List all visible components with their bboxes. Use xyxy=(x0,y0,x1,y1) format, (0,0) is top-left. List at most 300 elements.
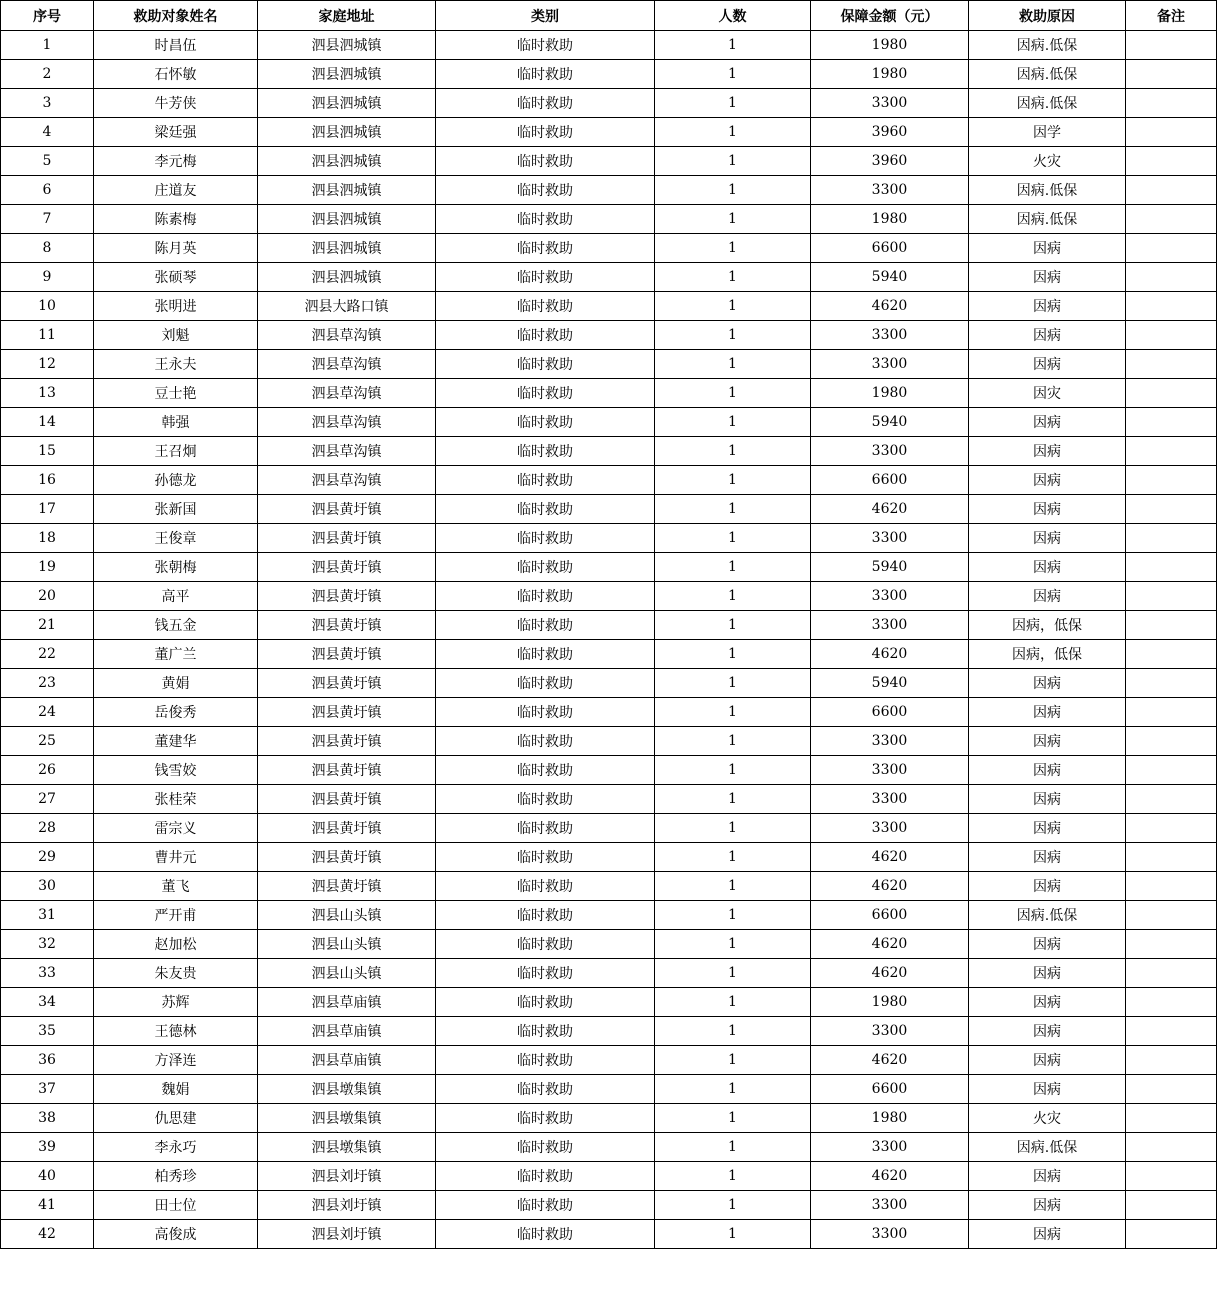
cell-headcount: 1 xyxy=(655,727,811,756)
cell-headcount: 1 xyxy=(655,321,811,350)
cell-recipient-name: 孙德龙 xyxy=(94,466,258,495)
cell-home-address: 泗县墩集镇 xyxy=(258,1075,436,1104)
cell-recipient-name: 田士位 xyxy=(94,1191,258,1220)
cell-home-address: 泗县泗城镇 xyxy=(258,60,436,89)
cell-amount: 3300 xyxy=(811,611,969,640)
cell-index: 16 xyxy=(1,466,94,495)
cell-reason: 因病 xyxy=(969,553,1126,582)
table-row xyxy=(1,930,1217,959)
cell-amount: 1980 xyxy=(811,1104,969,1133)
cell-amount: 4620 xyxy=(811,640,969,669)
cell-category: 临时救助 xyxy=(436,959,655,988)
table-row xyxy=(1,205,1217,234)
cell-reason: 因病 xyxy=(969,756,1126,785)
cell-amount: 4620 xyxy=(811,872,969,901)
cell-recipient-name: 董广兰 xyxy=(94,640,258,669)
cell-headcount: 1 xyxy=(655,553,811,582)
cell-home-address: 泗县山头镇 xyxy=(258,930,436,959)
cell-reason: 因病 xyxy=(969,785,1126,814)
cell-amount: 6600 xyxy=(811,901,969,930)
cell-category: 临时救助 xyxy=(436,1191,655,1220)
cell-category: 临时救助 xyxy=(436,611,655,640)
cell-recipient-name: 陈月英 xyxy=(94,234,258,263)
cell-index: 3 xyxy=(1,89,94,118)
cell-recipient-name: 王俊章 xyxy=(94,524,258,553)
cell-home-address: 泗县草沟镇 xyxy=(258,408,436,437)
cell-recipient-name: 钱雪姣 xyxy=(94,756,258,785)
cell-reason: 因病 xyxy=(969,814,1126,843)
table-row xyxy=(1,234,1217,263)
cell-remarks xyxy=(1126,669,1217,698)
table-row xyxy=(1,1162,1217,1191)
cell-home-address: 泗县山头镇 xyxy=(258,901,436,930)
cell-reason: 因病 xyxy=(969,843,1126,872)
cell-recipient-name: 韩强 xyxy=(94,408,258,437)
cell-remarks xyxy=(1126,640,1217,669)
cell-headcount: 1 xyxy=(655,669,811,698)
cell-recipient-name: 严开甫 xyxy=(94,901,258,930)
table-row xyxy=(1,988,1217,1017)
cell-remarks xyxy=(1126,1104,1217,1133)
cell-category: 临时救助 xyxy=(436,930,655,959)
cell-amount: 4620 xyxy=(811,930,969,959)
cell-index: 41 xyxy=(1,1191,94,1220)
cell-headcount: 1 xyxy=(655,959,811,988)
cell-category: 临时救助 xyxy=(436,176,655,205)
table-row xyxy=(1,640,1217,669)
cell-headcount: 1 xyxy=(655,611,811,640)
cell-recipient-name: 张硕琴 xyxy=(94,263,258,292)
table-row xyxy=(1,495,1217,524)
cell-headcount: 1 xyxy=(655,495,811,524)
cell-amount: 6600 xyxy=(811,466,969,495)
cell-remarks xyxy=(1126,263,1217,292)
cell-recipient-name: 钱五金 xyxy=(94,611,258,640)
cell-amount: 6600 xyxy=(811,234,969,263)
cell-headcount: 1 xyxy=(655,1104,811,1133)
cell-reason: 火灾 xyxy=(969,147,1126,176)
cell-reason: 因病 xyxy=(969,727,1126,756)
cell-recipient-name: 仇思建 xyxy=(94,1104,258,1133)
cell-headcount: 1 xyxy=(655,756,811,785)
cell-reason: 因病 xyxy=(969,321,1126,350)
cell-home-address: 泗县草沟镇 xyxy=(258,437,436,466)
cell-headcount: 1 xyxy=(655,930,811,959)
cell-home-address: 泗县黄圩镇 xyxy=(258,756,436,785)
cell-amount: 4620 xyxy=(811,1046,969,1075)
cell-category: 临时救助 xyxy=(436,1046,655,1075)
cell-remarks xyxy=(1126,553,1217,582)
cell-amount: 3300 xyxy=(811,524,969,553)
cell-headcount: 1 xyxy=(655,147,811,176)
cell-remarks xyxy=(1126,785,1217,814)
cell-index: 33 xyxy=(1,959,94,988)
table-row xyxy=(1,437,1217,466)
cell-index: 38 xyxy=(1,1104,94,1133)
header-reason: 救助原因 xyxy=(969,1,1126,31)
cell-index: 22 xyxy=(1,640,94,669)
header-row xyxy=(1,1,1217,31)
cell-recipient-name: 苏辉 xyxy=(94,988,258,1017)
cell-home-address: 泗县黄圩镇 xyxy=(258,611,436,640)
cell-home-address: 泗县草庙镇 xyxy=(258,1046,436,1075)
table-row xyxy=(1,1017,1217,1046)
cell-index: 42 xyxy=(1,1220,94,1249)
cell-amount: 1980 xyxy=(811,379,969,408)
cell-home-address: 泗县黄圩镇 xyxy=(258,582,436,611)
cell-amount: 3300 xyxy=(811,1017,969,1046)
cell-home-address: 泗县草沟镇 xyxy=(258,321,436,350)
cell-recipient-name: 方泽连 xyxy=(94,1046,258,1075)
cell-amount: 5940 xyxy=(811,263,969,292)
cell-reason: 因学 xyxy=(969,118,1126,147)
cell-index: 27 xyxy=(1,785,94,814)
cell-remarks xyxy=(1126,147,1217,176)
cell-index: 13 xyxy=(1,379,94,408)
cell-category: 临时救助 xyxy=(436,727,655,756)
cell-index: 36 xyxy=(1,1046,94,1075)
header-recipient-name: 救助对象姓名 xyxy=(94,1,258,31)
cell-home-address: 泗县黄圩镇 xyxy=(258,524,436,553)
cell-category: 临时救助 xyxy=(436,89,655,118)
cell-index: 10 xyxy=(1,292,94,321)
table-row xyxy=(1,901,1217,930)
cell-home-address: 泗县泗城镇 xyxy=(258,89,436,118)
cell-category: 临时救助 xyxy=(436,350,655,379)
cell-amount: 3300 xyxy=(811,814,969,843)
table-row xyxy=(1,466,1217,495)
cell-index: 26 xyxy=(1,756,94,785)
cell-category: 临时救助 xyxy=(436,1162,655,1191)
cell-remarks xyxy=(1126,118,1217,147)
cell-home-address: 泗县黄圩镇 xyxy=(258,698,436,727)
table-row xyxy=(1,1220,1217,1249)
cell-headcount: 1 xyxy=(655,1075,811,1104)
cell-recipient-name: 岳俊秀 xyxy=(94,698,258,727)
cell-headcount: 1 xyxy=(655,843,811,872)
cell-recipient-name: 豆士艳 xyxy=(94,379,258,408)
cell-headcount: 1 xyxy=(655,350,811,379)
cell-category: 临时救助 xyxy=(436,988,655,1017)
cell-remarks xyxy=(1126,31,1217,60)
cell-index: 35 xyxy=(1,1017,94,1046)
cell-remarks xyxy=(1126,930,1217,959)
cell-home-address: 泗县黄圩镇 xyxy=(258,495,436,524)
table-row xyxy=(1,1075,1217,1104)
table-row xyxy=(1,756,1217,785)
table-row xyxy=(1,785,1217,814)
cell-remarks xyxy=(1126,814,1217,843)
cell-index: 25 xyxy=(1,727,94,756)
cell-category: 临时救助 xyxy=(436,495,655,524)
cell-headcount: 1 xyxy=(655,1191,811,1220)
cell-category: 临时救助 xyxy=(436,785,655,814)
cell-reason: 因病 xyxy=(969,292,1126,321)
cell-remarks xyxy=(1126,1133,1217,1162)
cell-headcount: 1 xyxy=(655,176,811,205)
cell-remarks xyxy=(1126,1075,1217,1104)
cell-home-address: 泗县刘圩镇 xyxy=(258,1191,436,1220)
cell-index: 37 xyxy=(1,1075,94,1104)
cell-recipient-name: 黄娟 xyxy=(94,669,258,698)
cell-recipient-name: 梁廷强 xyxy=(94,118,258,147)
cell-remarks xyxy=(1126,698,1217,727)
cell-amount: 3300 xyxy=(811,727,969,756)
cell-category: 临时救助 xyxy=(436,1133,655,1162)
cell-remarks xyxy=(1126,727,1217,756)
cell-category: 临时救助 xyxy=(436,147,655,176)
cell-reason: 因病 xyxy=(969,408,1126,437)
cell-amount: 5940 xyxy=(811,553,969,582)
cell-category: 临时救助 xyxy=(436,843,655,872)
cell-category: 临时救助 xyxy=(436,524,655,553)
cell-recipient-name: 张明进 xyxy=(94,292,258,321)
cell-category: 临时救助 xyxy=(436,408,655,437)
cell-reason: 因病.低保 xyxy=(969,89,1126,118)
cell-category: 临时救助 xyxy=(436,60,655,89)
cell-headcount: 1 xyxy=(655,31,811,60)
cell-home-address: 泗县泗城镇 xyxy=(258,234,436,263)
cell-remarks xyxy=(1126,205,1217,234)
table-row xyxy=(1,350,1217,379)
table-row xyxy=(1,263,1217,292)
header-category: 类别 xyxy=(436,1,655,31)
cell-index: 18 xyxy=(1,524,94,553)
cell-home-address: 泗县黄圩镇 xyxy=(258,785,436,814)
table-row xyxy=(1,1133,1217,1162)
cell-index: 23 xyxy=(1,669,94,698)
cell-index: 9 xyxy=(1,263,94,292)
cell-remarks xyxy=(1126,1191,1217,1220)
cell-reason: 因病.低保 xyxy=(969,60,1126,89)
cell-remarks xyxy=(1126,89,1217,118)
cell-recipient-name: 雷宗义 xyxy=(94,814,258,843)
cell-remarks xyxy=(1126,901,1217,930)
table-row xyxy=(1,727,1217,756)
cell-category: 临时救助 xyxy=(436,234,655,263)
cell-headcount: 1 xyxy=(655,901,811,930)
cell-remarks xyxy=(1126,350,1217,379)
cell-index: 39 xyxy=(1,1133,94,1162)
cell-headcount: 1 xyxy=(655,785,811,814)
cell-home-address: 泗县黄圩镇 xyxy=(258,814,436,843)
cell-category: 临时救助 xyxy=(436,205,655,234)
cell-reason: 因病.低保 xyxy=(969,205,1126,234)
cell-remarks xyxy=(1126,176,1217,205)
cell-headcount: 1 xyxy=(655,205,811,234)
cell-amount: 3300 xyxy=(811,785,969,814)
cell-recipient-name: 陈素梅 xyxy=(94,205,258,234)
cell-amount: 1980 xyxy=(811,31,969,60)
cell-amount: 1980 xyxy=(811,205,969,234)
cell-home-address: 泗县泗城镇 xyxy=(258,118,436,147)
cell-headcount: 1 xyxy=(655,1046,811,1075)
cell-reason: 因灾 xyxy=(969,379,1126,408)
cell-reason: 因病 xyxy=(969,582,1126,611)
cell-home-address: 泗县黄圩镇 xyxy=(258,553,436,582)
cell-amount: 3300 xyxy=(811,437,969,466)
cell-category: 临时救助 xyxy=(436,118,655,147)
cell-home-address: 泗县泗城镇 xyxy=(258,176,436,205)
cell-headcount: 1 xyxy=(655,379,811,408)
cell-home-address: 泗县草沟镇 xyxy=(258,466,436,495)
cell-index: 11 xyxy=(1,321,94,350)
cell-reason: 因病，低保 xyxy=(969,611,1126,640)
cell-home-address: 泗县草沟镇 xyxy=(258,379,436,408)
cell-headcount: 1 xyxy=(655,60,811,89)
cell-headcount: 1 xyxy=(655,408,811,437)
cell-index: 17 xyxy=(1,495,94,524)
cell-home-address: 泗县黄圩镇 xyxy=(258,640,436,669)
cell-headcount: 1 xyxy=(655,1017,811,1046)
table-row xyxy=(1,698,1217,727)
table-row xyxy=(1,524,1217,553)
cell-remarks xyxy=(1126,379,1217,408)
cell-category: 临时救助 xyxy=(436,379,655,408)
table-row xyxy=(1,814,1217,843)
cell-home-address: 泗县大路口镇 xyxy=(258,292,436,321)
table-row xyxy=(1,959,1217,988)
cell-category: 临时救助 xyxy=(436,31,655,60)
table-row xyxy=(1,611,1217,640)
cell-index: 20 xyxy=(1,582,94,611)
table-row xyxy=(1,292,1217,321)
cell-home-address: 泗县墩集镇 xyxy=(258,1104,436,1133)
cell-index: 6 xyxy=(1,176,94,205)
cell-home-address: 泗县泗城镇 xyxy=(258,205,436,234)
cell-amount: 3300 xyxy=(811,1191,969,1220)
cell-recipient-name: 张桂荣 xyxy=(94,785,258,814)
cell-headcount: 1 xyxy=(655,118,811,147)
cell-home-address: 泗县泗城镇 xyxy=(258,263,436,292)
cell-index: 19 xyxy=(1,553,94,582)
cell-home-address: 泗县刘圩镇 xyxy=(258,1220,436,1249)
cell-amount: 1980 xyxy=(811,60,969,89)
cell-category: 临时救助 xyxy=(436,553,655,582)
cell-reason: 因病 xyxy=(969,872,1126,901)
cell-recipient-name: 李永巧 xyxy=(94,1133,258,1162)
table-row xyxy=(1,60,1217,89)
cell-home-address: 泗县山头镇 xyxy=(258,959,436,988)
cell-remarks xyxy=(1126,872,1217,901)
cell-category: 临时救助 xyxy=(436,1017,655,1046)
cell-recipient-name: 魏娟 xyxy=(94,1075,258,1104)
table-row xyxy=(1,379,1217,408)
cell-recipient-name: 张新国 xyxy=(94,495,258,524)
table-row xyxy=(1,147,1217,176)
cell-recipient-name: 王召炯 xyxy=(94,437,258,466)
cell-reason: 因病 xyxy=(969,234,1126,263)
cell-reason: 因病 xyxy=(969,1162,1126,1191)
cell-home-address: 泗县泗城镇 xyxy=(258,31,436,60)
cell-index: 21 xyxy=(1,611,94,640)
header-index: 序号 xyxy=(1,1,94,31)
cell-remarks xyxy=(1126,292,1217,321)
cell-index: 29 xyxy=(1,843,94,872)
table-row xyxy=(1,118,1217,147)
cell-recipient-name: 时昌伍 xyxy=(94,31,258,60)
cell-headcount: 1 xyxy=(655,814,811,843)
cell-amount: 4620 xyxy=(811,959,969,988)
cell-reason: 因病 xyxy=(969,1220,1126,1249)
cell-category: 临时救助 xyxy=(436,669,655,698)
cell-category: 临时救助 xyxy=(436,582,655,611)
cell-category: 临时救助 xyxy=(436,872,655,901)
cell-remarks xyxy=(1126,1046,1217,1075)
cell-reason: 因病 xyxy=(969,263,1126,292)
cell-home-address: 泗县黄圩镇 xyxy=(258,669,436,698)
cell-category: 临时救助 xyxy=(436,698,655,727)
cell-reason: 因病.低保 xyxy=(969,901,1126,930)
cell-headcount: 1 xyxy=(655,234,811,263)
cell-amount: 3960 xyxy=(811,147,969,176)
cell-headcount: 1 xyxy=(655,524,811,553)
header-headcount: 人数 xyxy=(655,1,811,31)
cell-recipient-name: 王永夫 xyxy=(94,350,258,379)
cell-recipient-name: 牛芳侠 xyxy=(94,89,258,118)
cell-amount: 6600 xyxy=(811,698,969,727)
cell-category: 临时救助 xyxy=(436,1075,655,1104)
cell-amount: 6600 xyxy=(811,1075,969,1104)
cell-recipient-name: 董建华 xyxy=(94,727,258,756)
cell-headcount: 1 xyxy=(655,1220,811,1249)
table-row xyxy=(1,872,1217,901)
cell-reason: 因病 xyxy=(969,930,1126,959)
cell-amount: 3300 xyxy=(811,89,969,118)
cell-category: 临时救助 xyxy=(436,1220,655,1249)
cell-home-address: 泗县黄圩镇 xyxy=(258,727,436,756)
cell-index: 32 xyxy=(1,930,94,959)
cell-category: 临时救助 xyxy=(436,640,655,669)
cell-recipient-name: 曹井元 xyxy=(94,843,258,872)
cell-reason: 因病 xyxy=(969,466,1126,495)
cell-remarks xyxy=(1126,959,1217,988)
cell-reason: 因病 xyxy=(969,1191,1126,1220)
cell-index: 40 xyxy=(1,1162,94,1191)
cell-recipient-name: 刘魁 xyxy=(94,321,258,350)
cell-reason: 因病 xyxy=(969,988,1126,1017)
cell-headcount: 1 xyxy=(655,640,811,669)
cell-remarks xyxy=(1126,524,1217,553)
cell-remarks xyxy=(1126,756,1217,785)
cell-headcount: 1 xyxy=(655,89,811,118)
cell-amount: 3300 xyxy=(811,756,969,785)
cell-amount: 4620 xyxy=(811,495,969,524)
cell-headcount: 1 xyxy=(655,292,811,321)
table-row xyxy=(1,1191,1217,1220)
cell-category: 临时救助 xyxy=(436,1104,655,1133)
cell-index: 28 xyxy=(1,814,94,843)
cell-remarks xyxy=(1126,582,1217,611)
cell-home-address: 泗县墩集镇 xyxy=(258,1133,436,1162)
cell-headcount: 1 xyxy=(655,872,811,901)
cell-recipient-name: 董飞 xyxy=(94,872,258,901)
header-amount: 保障金额（元） xyxy=(811,1,969,31)
cell-reason: 因病.低保 xyxy=(969,176,1126,205)
cell-index: 4 xyxy=(1,118,94,147)
table-row xyxy=(1,176,1217,205)
cell-headcount: 1 xyxy=(655,1162,811,1191)
cell-remarks xyxy=(1126,1162,1217,1191)
cell-reason: 因病 xyxy=(969,495,1126,524)
cell-category: 临时救助 xyxy=(436,292,655,321)
cell-amount: 4620 xyxy=(811,1162,969,1191)
cell-amount: 3300 xyxy=(811,1133,969,1162)
cell-amount: 3300 xyxy=(811,582,969,611)
cell-category: 临时救助 xyxy=(436,756,655,785)
cell-home-address: 泗县黄圩镇 xyxy=(258,872,436,901)
cell-remarks xyxy=(1126,466,1217,495)
